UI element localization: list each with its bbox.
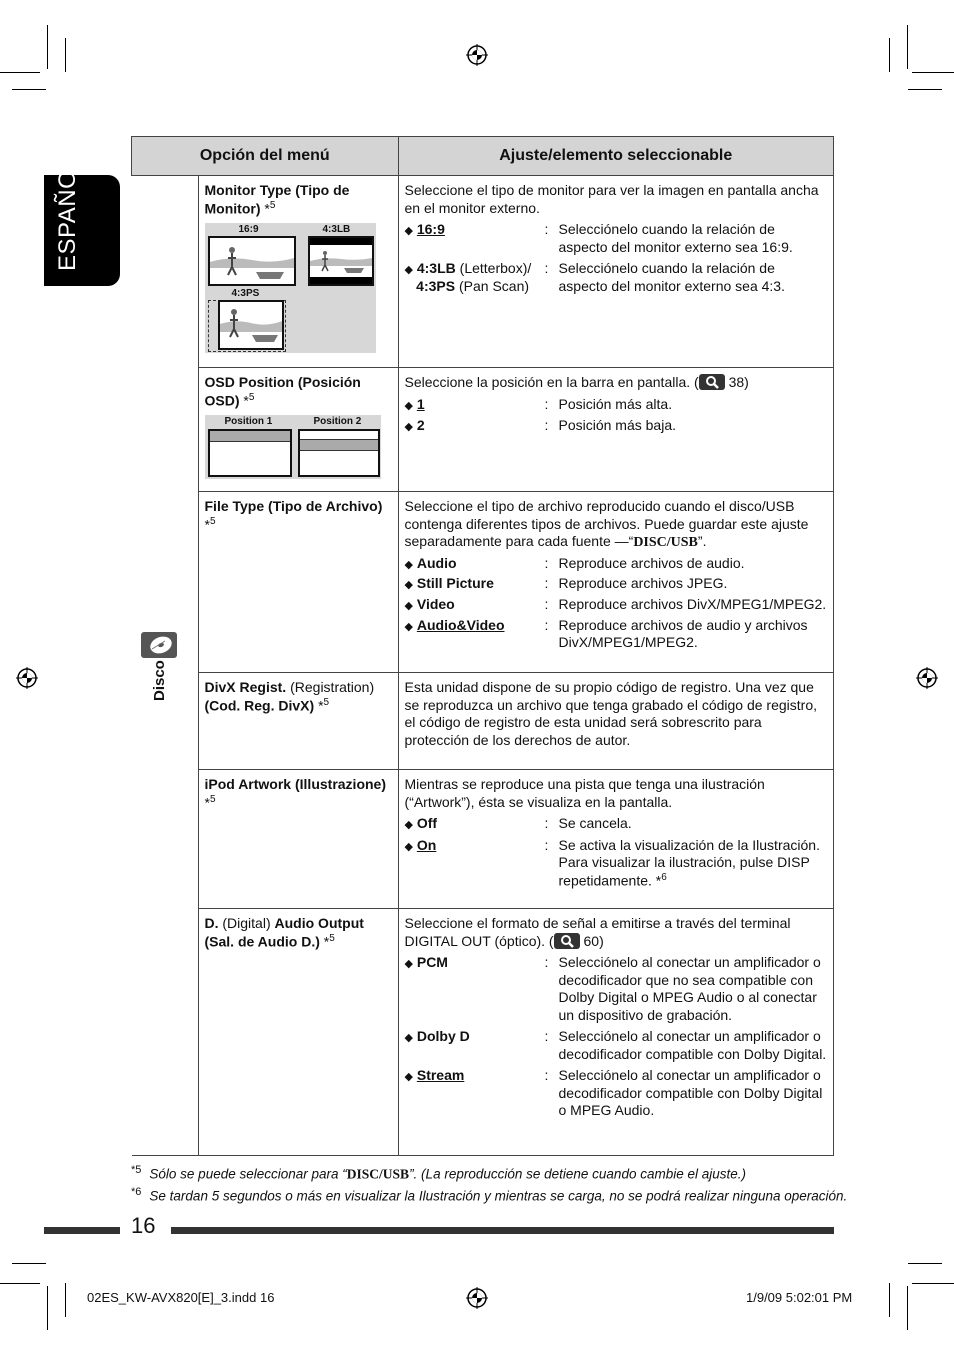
separator: : — [544, 596, 549, 612]
table-row — [132, 770, 834, 909]
bullet-icon: ◆ — [404, 558, 413, 571]
separator: : — [544, 395, 549, 412]
option-description: Se cancela. — [558, 815, 632, 831]
option-digital-audio-output — [198, 909, 398, 1156]
bullet-icon: ◆ — [404, 958, 413, 970]
bullet-icon: ◆ — [404, 421, 413, 434]
option-value: Dolby D — [416, 1028, 470, 1044]
list-item — [405, 837, 828, 890]
crop-mark — [889, 1283, 890, 1317]
slug-file: 02ES_KW-AVX820[E]_3.indd 16 — [87, 1290, 275, 1305]
separator: : — [544, 1028, 549, 1044]
option-description: Selecciónelo al conectar un amplificador o decodificador compatible con Dolby Digital. — [558, 1028, 827, 1062]
table-header-row — [132, 137, 834, 176]
option-value: Video — [416, 596, 455, 612]
category-label: Disco — [150, 660, 168, 701]
setting-ipod-artwork — [398, 770, 834, 909]
list-item — [405, 815, 828, 833]
crop-mark — [912, 1283, 954, 1284]
diagram-label-4-3lb: 4:3LB — [322, 223, 351, 235]
disc-icon — [141, 632, 177, 658]
separator: : — [544, 575, 549, 592]
header-setting: Ajuste/elemento seleccionable — [398, 137, 834, 176]
page-bar-right — [171, 1227, 834, 1234]
note-star: * — [264, 200, 270, 217]
option-description: Reproduce archivos DivX/MPEG1/MPEG2. — [558, 596, 827, 612]
crop-mark — [908, 89, 942, 90]
option-osd-position — [198, 368, 398, 492]
option-divx-regist — [198, 673, 398, 770]
separator: : — [544, 417, 549, 434]
magnifier-icon — [554, 933, 580, 949]
option-suffix: (Letterbox)/ — [455, 260, 532, 276]
diagram-label-16-9: 16:9 — [238, 223, 259, 235]
note-star: * — [131, 1186, 136, 1198]
page-reference: 38 — [728, 374, 745, 390]
table-row — [132, 492, 834, 673]
separator: : — [544, 836, 549, 853]
setting-divx-regist — [398, 673, 834, 770]
option-name: DivX Regist. — [204, 679, 287, 695]
option-name: Monitor Type (Tipo de Monitor) — [204, 182, 350, 217]
crop-mark — [0, 1283, 40, 1284]
note-star: * — [204, 794, 210, 811]
option-name: Audio Output (Sal. de Audio D.) — [204, 915, 364, 950]
registration-mark-icon — [916, 667, 938, 689]
crop-mark — [12, 1263, 46, 1264]
note-star: * — [204, 516, 210, 533]
crop-mark — [908, 1263, 942, 1264]
option-value: 1 — [416, 395, 425, 412]
page-bar-left — [44, 1227, 120, 1234]
option-description: Selecciónelo cuando la relación de aspecto del monitor externo sea 16:9. — [558, 221, 793, 255]
settings-table — [131, 136, 834, 1156]
option-name-extra: (Registration) — [286, 679, 375, 695]
screen-4-3ps — [218, 300, 284, 350]
table-row — [132, 909, 834, 1156]
crop-mark — [907, 1286, 908, 1330]
language-tab — [44, 155, 120, 286]
separator: : — [544, 954, 549, 970]
note-star: * — [318, 697, 324, 714]
separator: : — [544, 554, 549, 571]
separator: : — [544, 221, 549, 237]
bullet-icon: ◆ — [404, 840, 413, 853]
option-monitor-type — [198, 176, 398, 368]
list-item — [405, 575, 828, 593]
crop-mark — [65, 1283, 66, 1317]
option-name: OSD Position (Posición OSD) — [204, 374, 361, 409]
source-name: DISC/USB — [633, 535, 698, 550]
list-item — [405, 221, 828, 256]
option-ipod-artwork — [198, 770, 398, 909]
separator: : — [544, 616, 549, 633]
table-row — [132, 176, 834, 368]
category-column — [132, 176, 199, 1156]
setting-description: Seleccione el formato de señal a emitirse a través del terminal DIGITAL OUT (óptico). ( — [404, 915, 791, 949]
slug-date: 1/9/09 5:02:01 PM — [746, 1290, 853, 1305]
crop-mark — [889, 38, 890, 72]
list-item — [405, 596, 828, 614]
option-description: Se activa la visualización de la Ilustración. Para visualizar la ilustración, pulse DISP repetidamente. — [558, 836, 820, 889]
list-item — [405, 396, 828, 414]
option-description: Reproduce archivos de audio. — [558, 554, 745, 571]
setting-description-end: ”. — [697, 533, 707, 549]
option-value: 4:3LB — [416, 260, 456, 276]
option-suffix: (Pan Scan) — [455, 277, 530, 294]
option-value: 4:3PS — [416, 277, 456, 294]
screen-position-2 — [298, 429, 380, 477]
language-tab-label: ESPAÑOL — [54, 155, 81, 271]
note-star: * — [655, 872, 662, 889]
list-item — [405, 417, 828, 435]
option-value: 2 — [416, 417, 425, 434]
separator: : — [544, 1067, 549, 1083]
setting-description: Mientras se reproduce una pista que tenga una ilustración (“Artwork”), ésta se visualiza en la pantalla. — [404, 776, 765, 810]
option-value: Audio — [416, 554, 457, 571]
setting-description: Seleccione la posición en la barra en pantalla. ( — [404, 374, 699, 390]
bullet-icon: ◆ — [404, 1032, 413, 1044]
setting-digital-audio-output: Seleccione el formato de señal a emitirse a través del terminal DIGITAL OUT (óptico). ( 60) ◆ PCM : Selecciónelo al conectar un amplificador o decodificador que no sea compatible con Dolby Digital o MPEG Audio o al conectar un dispositivo de grabación. ◆ Dolby D : Selecciónelo al conectar un amplificador o decodificador compatible con Dolby Digital. ◆ Stream : Selecciónelo al conectar un amplificador o decodificador compatible con Dolby Digital o MPEG Audio. — [398, 909, 834, 1156]
note-number: 5 — [329, 932, 335, 944]
crop-mark — [47, 25, 48, 69]
footnote-6 — [131, 1186, 847, 1204]
option-name: File Type (Tipo de Archivo) — [204, 498, 383, 514]
page-reference: 60 — [583, 932, 600, 949]
note-number: 6 — [661, 871, 667, 883]
table-row — [132, 673, 834, 770]
list-item — [405, 1067, 828, 1120]
list-item — [405, 260, 828, 295]
separator: : — [544, 815, 549, 831]
note-number: 5 — [248, 391, 255, 403]
note-number: 5 — [269, 199, 276, 211]
option-value: Audio&Video — [416, 616, 505, 633]
note-number: 5 — [323, 696, 330, 708]
list-item — [405, 617, 828, 652]
bullet-icon: ◆ — [404, 225, 413, 237]
option-name: iPod Artwork (Illustrazione) — [204, 776, 386, 792]
note-number: 5 — [209, 793, 216, 805]
option-value: On — [416, 836, 437, 853]
note-star: * — [243, 392, 249, 409]
diagram-label-position-1: Position 1 — [224, 415, 273, 427]
setting-description: Esta unidad dispone de su propio código de registro. Una vez que se reproduzca un archivo que tenga grabado el código de registro, el código de registro de esta unidad será sobrescrito para protección de los derechos de autor. — [404, 679, 817, 748]
option-value: 16:9 — [416, 221, 445, 237]
bullet-icon: ◆ — [404, 264, 413, 276]
table-row — [132, 368, 834, 492]
list-item — [405, 954, 828, 1024]
bullet-icon: ◆ — [404, 600, 413, 612]
diagram-label-position-2: Position 2 — [313, 415, 362, 427]
bullet-icon: ◆ — [404, 579, 413, 592]
option-description: Selecciónelo al conectar un amplificador o decodificador que no sea compatible con Dolby Digital o MPEG Audio o al conectar un dispositivo de grabación. — [558, 954, 821, 1023]
option-description: Reproduce archivos de audio y archivos DivX/MPEG1/MPEG2. — [558, 616, 808, 651]
crop-mark — [47, 1286, 48, 1330]
note-number: 5 — [209, 515, 216, 527]
crop-mark — [12, 89, 46, 90]
osd-position-diagram — [205, 415, 381, 479]
crop-mark — [65, 38, 66, 72]
screen-16-9 — [208, 236, 296, 286]
option-description: Posición más alta. — [558, 395, 673, 412]
crop-mark — [907, 25, 908, 69]
setting-file-type — [398, 492, 834, 673]
list-item — [405, 555, 828, 573]
bullet-icon: ◆ — [404, 819, 413, 831]
crop-mark — [0, 72, 40, 73]
header-menu-option: Opción del menú — [132, 137, 399, 176]
screen-position-1 — [208, 429, 292, 477]
option-value: Stream — [416, 1067, 465, 1083]
note-number: 6 — [135, 1186, 142, 1198]
option-description: Reproduce archivos JPEG. — [558, 575, 728, 592]
registration-mark-icon — [16, 667, 38, 689]
setting-description: Seleccione el tipo de monitor para ver la imagen en pantalla ancha en el monitor externo. — [404, 182, 819, 216]
registration-mark-icon — [466, 1287, 488, 1309]
footnote-text: Se tardan 5 segundos o más en visualizar la Ilustración y mientras se carga, no se podrá realizar ninguna operación. — [149, 1188, 848, 1204]
screen-4-3lb — [308, 236, 374, 286]
option-value: PCM — [416, 954, 448, 970]
note-number: 5 — [135, 1164, 142, 1176]
list-item — [405, 1028, 828, 1063]
bullet-icon: ◆ — [404, 399, 413, 412]
bullet-icon: ◆ — [404, 1071, 413, 1083]
footnote-5 — [131, 1164, 746, 1183]
aspect-ratio-diagram — [205, 223, 376, 353]
note-star: * — [131, 1164, 136, 1176]
option-value: Off — [416, 815, 438, 831]
setting-osd-position: Seleccione la posición en la barra en pantalla. ( 38) ◆ 1 : Posición más alta. ◆ 2 : Posición más baja. — [398, 368, 834, 492]
option-name: (Cod. Reg. DivX) — [204, 697, 315, 714]
setting-description: Seleccione el tipo de archivo reproducido cuando el disco/USB contenga diferentes tipos de archivos. Puede guardar este ajuste separadamente para cada fuente —“ — [404, 498, 809, 549]
option-description: Posición más baja. — [558, 417, 677, 434]
option-description: Selecciónelo cuando la relación de aspecto del monitor externo sea 4:3. — [558, 260, 785, 294]
magnifier-icon — [699, 374, 725, 390]
footnote-text: ”. (La reproducción se detiene cuando cambie el ajuste.) — [409, 1166, 747, 1182]
separator: : — [544, 260, 549, 276]
footnote-text: Sólo se puede seleccionar para “ — [149, 1166, 347, 1182]
option-description: Selecciónelo al conectar un amplificador o decodificador compatible con Dolby Digital o MPEG Audio. — [558, 1067, 823, 1118]
registration-mark-icon — [466, 44, 488, 66]
crop-mark — [912, 72, 954, 73]
source-name: DISC/USB — [346, 1166, 410, 1182]
bullet-icon: ◆ — [404, 620, 413, 633]
option-value: Still Picture — [416, 575, 494, 592]
setting-monitor-type — [398, 176, 834, 368]
option-name-extra: (Digital) — [218, 915, 275, 931]
option-file-type — [198, 492, 398, 673]
option-name: D. — [204, 915, 219, 931]
page-number: 16 — [131, 1213, 156, 1238]
diagram-label-4-3ps: 4:3PS — [231, 287, 260, 299]
note-star: * — [323, 933, 330, 950]
